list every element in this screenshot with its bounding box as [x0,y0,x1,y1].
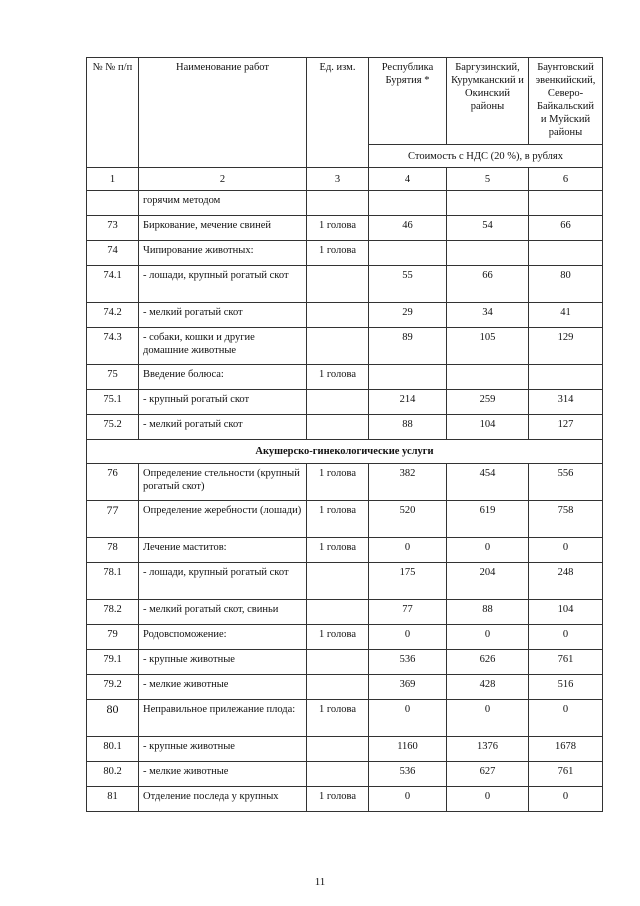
row-value-col6: 556 [529,464,603,501]
table-row [87,241,603,266]
row-value-col4: 0 [369,700,447,737]
table-row [87,600,603,625]
row-value-col6: 1678 [529,737,603,762]
row-value-col6: 0 [529,538,603,563]
row-name: Родовспоможение: [139,625,307,650]
row-value-col4: 29 [369,303,447,328]
row-unit: 1 голова [307,700,369,737]
row-number: 80 [87,700,139,737]
row-value-col4: 1160 [369,737,447,762]
row-value-col5 [447,365,529,390]
section-title: Акушерско-гинекологические услуги [87,440,603,464]
row-number: 75.1 [87,390,139,415]
row-value-col5: 88 [447,600,529,625]
row-name: Биркование, мечение свиней [139,216,307,241]
row-number: 74.2 [87,303,139,328]
row-unit: 1 голова [307,538,369,563]
table-row [87,390,603,415]
row-unit: 1 голова [307,501,369,538]
table-row [87,216,603,241]
table-row [87,700,603,737]
page-number: 11 [314,876,326,888]
row-value-col4: 175 [369,563,447,600]
row-value-col6: 41 [529,303,603,328]
row-name: Неправильное прилежание плода: [139,700,307,737]
row-number: 76 [87,464,139,501]
table-row [87,328,603,365]
row-number: 74 [87,241,139,266]
column-number-row [87,168,603,191]
row-name: горячим методом [139,191,307,216]
row-value-col6: 248 [529,563,603,600]
table-row [87,415,603,440]
row-unit [307,737,369,762]
row-value-col4: 382 [369,464,447,501]
row-value-col6: 0 [529,700,603,737]
row-value-col4: 0 [369,625,447,650]
row-value-col5: 54 [447,216,529,241]
row-unit [307,266,369,303]
table-row [87,303,603,328]
row-name: Чипирование животных: [139,241,307,266]
row-name: - мелкий рогатый скот [139,415,307,440]
row-value-col5: 0 [447,538,529,563]
row-number: 81 [87,787,139,812]
table-row [87,787,603,812]
row-unit: 1 голова [307,625,369,650]
row-value-col6: 0 [529,625,603,650]
table-row [87,501,603,538]
row-unit [307,563,369,600]
row-name: - мелкие животные [139,762,307,787]
row-unit [307,650,369,675]
row-value-col5: 259 [447,390,529,415]
row-number: 80.1 [87,737,139,762]
row-value-col4: 536 [369,650,447,675]
row-value-col6 [529,191,603,216]
header-name: Наименование работ [139,58,307,168]
row-name: - крупный рогатый скот [139,390,307,415]
row-value-col5: 0 [447,625,529,650]
row-value-col4: 46 [369,216,447,241]
row-number: 74.1 [87,266,139,303]
row-value-col5: 1376 [447,737,529,762]
row-value-col6: 127 [529,415,603,440]
row-value-col5: 105 [447,328,529,365]
row-unit: 1 голова [307,241,369,266]
row-value-col5: 66 [447,266,529,303]
row-name: Отделение последа у крупных [139,787,307,812]
table-row [87,191,603,216]
row-number: 79 [87,625,139,650]
row-value-col4: 520 [369,501,447,538]
row-value-col4 [369,365,447,390]
row-name: - крупные животные [139,737,307,762]
header-col6: Баунтовский эвенкийский, Северо-Байкальский и Муйский районы [529,58,603,145]
row-value-col4: 89 [369,328,447,365]
row-value-col4: 77 [369,600,447,625]
row-unit [307,762,369,787]
row-value-col6: 104 [529,600,603,625]
row-unit [307,600,369,625]
row-value-col6 [529,365,603,390]
row-value-col6: 761 [529,650,603,675]
row-value-col6: 758 [529,501,603,538]
row-value-col5: 0 [447,700,529,737]
row-unit [307,390,369,415]
row-number: 74.3 [87,328,139,365]
row-unit [307,303,369,328]
col-number-2: 2 [139,168,307,191]
row-name: - лошади, крупный рогатый скот [139,563,307,600]
row-name: - крупные животные [139,650,307,675]
table-row [87,464,603,501]
row-unit [307,191,369,216]
col-number-5: 5 [447,168,529,191]
table-row [87,563,603,600]
row-value-col5: 34 [447,303,529,328]
row-number: 79.1 [87,650,139,675]
table-row [87,650,603,675]
header-row [87,58,603,145]
row-value-col5: 0 [447,787,529,812]
table-row [87,365,603,390]
header-cost-caption: Стоимость с НДС (20 %), в рублях [369,145,603,168]
row-value-col6: 516 [529,675,603,700]
row-value-col5: 626 [447,650,529,675]
price-table-body [87,58,603,812]
row-number: 77 [87,501,139,538]
row-name: - лошади, крупный рогатый скот [139,266,307,303]
row-name: - мелкий рогатый скот, свиньи [139,600,307,625]
table-row [87,538,603,563]
row-value-col6: 314 [529,390,603,415]
row-value-col5: 428 [447,675,529,700]
header-num: № № п/п [87,58,139,168]
row-unit: 1 голова [307,787,369,812]
row-value-col4: 536 [369,762,447,787]
row-number: 80.2 [87,762,139,787]
header-unit: Ед. изм. [307,58,369,168]
table-row [87,266,603,303]
row-value-col5 [447,191,529,216]
row-name: - собаки, кошки и другие домашние животные [139,328,307,365]
row-unit [307,328,369,365]
row-value-col5: 104 [447,415,529,440]
row-value-col4 [369,191,447,216]
price-table [86,57,603,812]
row-value-col4: 369 [369,675,447,700]
row-number: 79.2 [87,675,139,700]
row-value-col4: 0 [369,538,447,563]
row-value-col4: 55 [369,266,447,303]
row-unit [307,675,369,700]
row-value-col4: 0 [369,787,447,812]
row-value-col5: 454 [447,464,529,501]
row-value-col5: 627 [447,762,529,787]
table-row [87,625,603,650]
row-number: 78.2 [87,600,139,625]
col-number-1: 1 [87,168,139,191]
row-value-col5: 204 [447,563,529,600]
row-unit: 1 голова [307,365,369,390]
header-col5: Баргузинский, Курумканский и Окинский районы [447,58,529,145]
row-number: 78 [87,538,139,563]
row-value-col6: 66 [529,216,603,241]
table-row [87,675,603,700]
col-number-6: 6 [529,168,603,191]
row-name: Лечение маститов: [139,538,307,563]
row-value-col6 [529,241,603,266]
row-name: Определение стельности (крупный рогатый скот) [139,464,307,501]
table-row [87,737,603,762]
row-number [87,191,139,216]
row-name: Введение болюса: [139,365,307,390]
row-value-col5 [447,241,529,266]
row-number: 75 [87,365,139,390]
row-value-col6: 129 [529,328,603,365]
row-value-col4: 214 [369,390,447,415]
header-col4: Республика Бурятия * [369,58,447,145]
row-name: - мелкий рогатый скот [139,303,307,328]
row-value-col4 [369,241,447,266]
section-row [87,440,603,464]
row-value-col4: 88 [369,415,447,440]
col-number-4: 4 [369,168,447,191]
row-unit: 1 голова [307,464,369,501]
table-row [87,762,603,787]
row-value-col5: 619 [447,501,529,538]
row-unit [307,415,369,440]
row-number: 75.2 [87,415,139,440]
row-value-col6: 80 [529,266,603,303]
row-name: - мелкие животные [139,675,307,700]
row-unit: 1 голова [307,216,369,241]
row-name: Определение жеребности (лошади) [139,501,307,538]
row-number: 78.1 [87,563,139,600]
col-number-3: 3 [307,168,369,191]
row-value-col6: 0 [529,787,603,812]
row-number: 73 [87,216,139,241]
row-value-col6: 761 [529,762,603,787]
